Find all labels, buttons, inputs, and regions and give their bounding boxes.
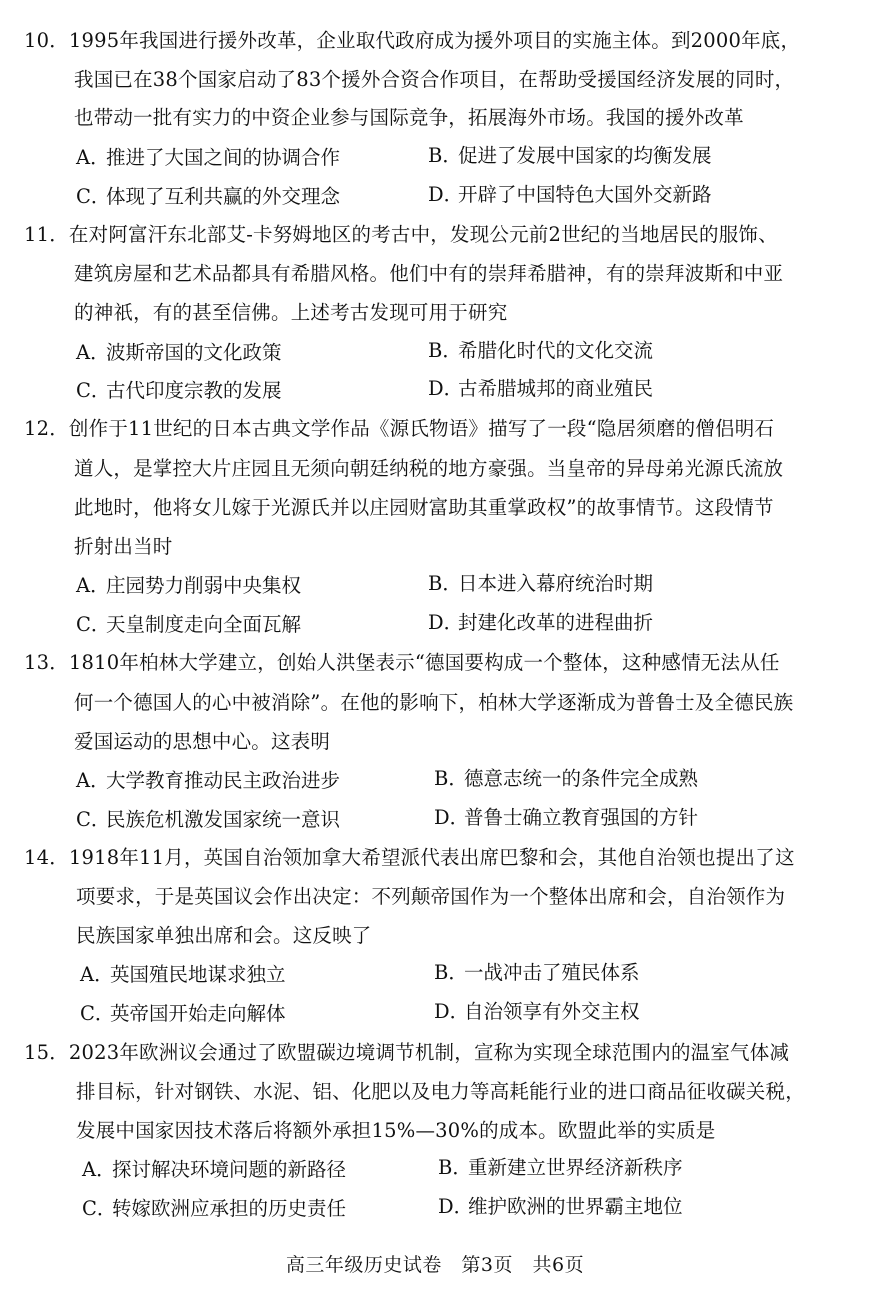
option-a (76, 573, 301, 599)
option-d (428, 376, 653, 402)
question-stem-line: 14．1918年11月，英国自治领加拿大希望派代表出席巴黎和会，其他自治领也提出了这 (24, 846, 795, 869)
option-label: D． (438, 1195, 474, 1218)
option-label: B． (428, 572, 462, 595)
option-d (438, 1194, 683, 1220)
option-d (434, 999, 640, 1025)
option-label: B． (428, 339, 462, 362)
question-stem-line: 道人，是掌控大片庄园且无须向朝廷纳税的地方豪强。当皇帝的异母弟光源氏流放 (74, 457, 784, 480)
option-text: 自治领享有外交主权 (464, 1000, 640, 1023)
question-stem-line: 10．1995年我国进行援外改革，企业取代政府成为援外项目的实施主体。到2000年底， (24, 29, 801, 52)
option-text: 重新建立世界经济新秩序 (468, 1156, 683, 1179)
option-text: 英帝国开始走向解体 (110, 1002, 286, 1025)
question-stem-line: 爱国运动的思想中心。这表明 (74, 730, 331, 753)
option-text: 封建化改革的进程曲折 (458, 611, 654, 634)
option-text: 古希腊城邦的商业殖民 (458, 377, 654, 400)
option-label: A． (80, 963, 114, 986)
option-a (76, 340, 282, 366)
option-d (428, 610, 653, 636)
option-label: B． (438, 1156, 472, 1179)
option-b (428, 338, 653, 364)
option-text: 波斯帝国的文化政策 (106, 341, 282, 364)
option-text: 维护欧洲的世界霸主地位 (468, 1195, 683, 1218)
question-stem-line: 发展中国家因技术落后将额外承担15%—30%的成本。欧盟此举的实质是 (76, 1119, 716, 1142)
option-b (428, 571, 653, 597)
option-c (82, 1196, 346, 1222)
option-label: C． (80, 1002, 115, 1025)
option-label: C． (76, 808, 111, 831)
option-b (428, 143, 712, 169)
question-stem-line: 此地时，他将女儿嫁于光源氏并以庄园财富助其重掌政权”的故事情节。这段情节 (74, 496, 774, 519)
question-stem-line: 11．在对阿富汗东北部艾-卡努姆地区的考古中，发现公元前2世纪的当地居民的服饰、 (24, 223, 778, 246)
option-c (76, 807, 340, 833)
option-text: 推进了大国之间的协调合作 (106, 146, 341, 169)
question-stem-line: 15．2023年欧洲议会通过了欧盟碳边境调节机制，宣称为实现全球范围内的温室气体减 (24, 1041, 790, 1064)
option-text: 促进了发展中国家的均衡发展 (458, 144, 712, 167)
option-label: C． (76, 185, 111, 208)
option-c (76, 184, 340, 210)
option-text: 英国殖民地谋求独立 (110, 963, 286, 986)
option-label: A． (82, 1158, 116, 1181)
option-b (434, 960, 640, 986)
question-stem-line: 折射出当时 (74, 535, 173, 558)
question-stem-line: 建筑房屋和艺术品都具有希腊风格。他们中有的崇拜希腊神，有的崇拜波斯和中亚 (74, 262, 784, 285)
page-footer: 高三年级历史试卷 第3页 共6页 (285, 1254, 585, 1276)
option-d (434, 805, 698, 831)
option-label: A． (76, 769, 110, 792)
option-text: 民族危机激发国家统一意识 (106, 808, 341, 831)
option-text: 庄园势力削弱中央集权 (106, 574, 302, 597)
option-text: 探讨解决环境问题的新路径 (112, 1158, 347, 1181)
option-text: 普鲁士确立教育强国的方针 (464, 806, 699, 829)
option-label: C． (76, 379, 111, 402)
question-stem-line: 的神祇，有的甚至信佛。上述考古发现可用于研究 (74, 301, 508, 324)
option-text: 古代印度宗教的发展 (106, 379, 282, 402)
option-label: B． (434, 767, 468, 790)
option-text: 转嫁欧洲应承担的历史责任 (112, 1197, 347, 1220)
option-b (438, 1155, 683, 1181)
question-stem-line: 项要求，于是英国议会作出决定：不列颠帝国作为一个整体出席和会，自治领作为 (76, 885, 786, 908)
option-text: 大学教育推动民主政治进步 (106, 769, 341, 792)
question-stem-line: 民族国家单独出席和会。这反映了 (76, 924, 372, 947)
option-text: 希腊化时代的文化交流 (458, 339, 654, 362)
option-text: 日本进入幕府统治时期 (458, 572, 654, 595)
option-label: C． (82, 1197, 117, 1220)
option-text: 德意志统一的条件完全成熟 (464, 767, 699, 790)
option-d (428, 182, 712, 208)
option-label: D． (428, 377, 464, 400)
option-label: D． (428, 611, 464, 634)
option-c (76, 612, 301, 638)
option-label: D． (434, 806, 470, 829)
question-stem-line: 也带动一批有实力的中资企业参与国际竞争，拓展海外市场。我国的援外改革 (74, 106, 744, 129)
question-stem-line: 排目标，针对钢铁、水泥、铝、化肥以及电力等高耗能行业的进口商品征收碳关税， (76, 1080, 805, 1103)
option-a (76, 145, 340, 171)
question-stem-line: 何一个德国人的心中被消除”。在他的影响下，柏林大学逐渐成为普鲁士及全德民族 (74, 691, 794, 714)
option-label: B． (428, 144, 462, 167)
option-c (76, 378, 282, 404)
option-label: C． (76, 613, 111, 636)
option-c (80, 1001, 286, 1027)
option-label: A． (76, 341, 110, 364)
question-stem-line: 我国已在38个国家启动了83个援外合资合作项目，在帮助受援国经济发展的同时， (74, 68, 795, 91)
option-label: D． (428, 183, 464, 206)
option-b (434, 766, 698, 792)
option-text: 开辟了中国特色大国外交新路 (458, 183, 712, 206)
option-label: A． (76, 146, 110, 169)
option-a (76, 768, 340, 794)
question-stem-line: 12．创作于11世纪的日本古典文学作品《源氏物语》描写了一段“隐居须磨的僧侣明石 (24, 417, 775, 440)
option-text: 天皇制度走向全面瓦解 (106, 613, 302, 636)
option-label: A． (76, 574, 110, 597)
option-a (80, 962, 286, 988)
option-text: 体现了互利共赢的外交理念 (106, 185, 341, 208)
option-label: B． (434, 961, 468, 984)
option-text: 一战冲击了殖民体系 (464, 961, 640, 984)
option-label: D． (434, 1000, 470, 1023)
option-a (82, 1157, 346, 1183)
question-stem-line: 13．1810年柏林大学建立，创始人洪堡表示“德国要构成一个整体，这种感情无法从任 (24, 651, 780, 674)
